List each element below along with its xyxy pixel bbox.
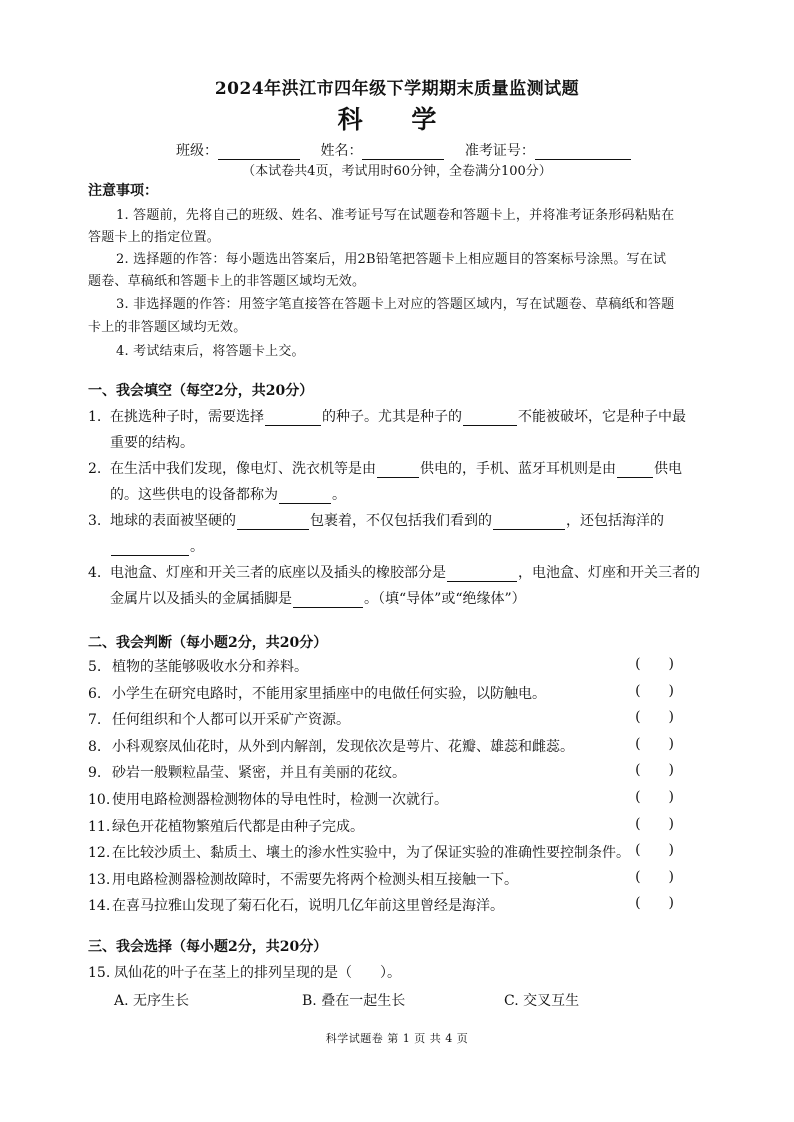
judge-question bbox=[88, 816, 708, 836]
answer-blank bbox=[265, 411, 321, 426]
answer-blank bbox=[237, 515, 309, 530]
question-number: 15. bbox=[88, 965, 111, 981]
name-blank bbox=[362, 145, 444, 160]
section-choice-heading: 三、我会选择（每小题2分，共20分） bbox=[88, 939, 328, 955]
question-number: 12. bbox=[88, 845, 111, 861]
answer-blank bbox=[279, 489, 331, 504]
question-text: 小学生在研究电路时，不能用家里插座中的电做任何实验，以防触电。 bbox=[112, 686, 546, 702]
question-text: 绿色开花植物繁殖后代都是由种子完成。 bbox=[112, 819, 364, 835]
notice-line: 答题卡上的指定位置。 bbox=[88, 230, 221, 245]
answer-parentheses: () bbox=[635, 869, 702, 885]
answer-blank bbox=[493, 515, 565, 530]
notice-line: 题卷、草稿纸和答题卡上的非答题区域均无效。 bbox=[88, 274, 366, 289]
judge-question bbox=[88, 709, 708, 729]
question-text: 任何组织和个人都可以开采矿产资源。 bbox=[112, 712, 350, 728]
question-text: 使用电路检测器检测物体的导电性时，检测一次就行。 bbox=[112, 792, 448, 808]
answer-parentheses: () bbox=[635, 895, 702, 911]
subject-title: 科 学 bbox=[337, 105, 457, 134]
question-number: 3. bbox=[88, 513, 102, 529]
notice-title: 注意事项： bbox=[88, 183, 158, 199]
question-2-line-2: 的。这些供电的设备都称为 。 bbox=[110, 487, 346, 503]
notice-line: 卡上的非答题区域均无效。 bbox=[88, 320, 247, 335]
class-label: 班级： bbox=[176, 143, 218, 159]
question-number: 8. bbox=[88, 739, 102, 755]
name-label: 姓名： bbox=[320, 143, 363, 159]
answer-parentheses: () bbox=[635, 842, 702, 858]
section-true-false-heading: 二、我会判断（每小题2分，共20分） bbox=[88, 635, 328, 651]
exam-id-blank bbox=[535, 145, 631, 160]
question-text: 在喜马拉雅山发现了菊石化石，说明几亿年前这里曾经是海洋。 bbox=[112, 898, 504, 914]
answer-parentheses: () bbox=[635, 762, 702, 778]
question-number: 4. bbox=[88, 565, 102, 581]
answer-parentheses: () bbox=[635, 683, 702, 699]
notice-line: 2. 选择题的作答：每小题选出答案后，用2B铅笔把答题卡上相应题目的答案标号涂黑。写在试 bbox=[116, 252, 667, 267]
question-text: 植物的茎能够吸收水分和养料。 bbox=[112, 659, 308, 675]
question-15: 15. 凤仙花的叶子在茎上的排列呈现的是（ ）。 bbox=[88, 965, 401, 981]
question-4-line-2: 金属片以及插头的金属插脚是 。（填“导体”或“绝缘体”） bbox=[110, 591, 526, 607]
option-c: C. 交叉互生 bbox=[504, 993, 580, 1009]
question-number: 9. bbox=[88, 765, 102, 781]
question-number: 11. bbox=[88, 819, 111, 835]
answer-parentheses: () bbox=[635, 736, 702, 752]
judge-question bbox=[88, 869, 708, 889]
page-footer: 科学试题卷 第 1 页 共 4 页 bbox=[325, 1032, 469, 1045]
question-text: 小科观察凤仙花时，从外到内解剖，发现依次是萼片、花瓣、雄蕊和雌蕊。 bbox=[112, 739, 574, 755]
question-number: 7. bbox=[88, 712, 102, 728]
answer-parentheses: () bbox=[635, 789, 702, 805]
answer-blank bbox=[447, 567, 517, 582]
option-a: A. 无序生长 bbox=[114, 993, 190, 1009]
question-number: 6. bbox=[88, 686, 102, 702]
answer-parentheses: () bbox=[635, 656, 702, 672]
option-b: B. 叠在一起生长 bbox=[302, 993, 406, 1009]
question-number: 10. bbox=[88, 792, 111, 808]
question-text: 用电路检测器检测故障时，不需要先将两个检测头相互接触一下。 bbox=[112, 872, 518, 888]
notice-line: 1. 答题前，先将自己的班级、姓名、准考证号写在试题卷和答题卡上，并将准考证条形码粘贴在 bbox=[116, 208, 675, 223]
question-1-line-2: 重要的结构。 bbox=[110, 435, 194, 451]
student-info-row bbox=[176, 140, 647, 160]
answer-blank bbox=[377, 463, 419, 478]
question-1: 1. 在挑选种子时，需要选择 的种子。尤其是种子的 不能被破坏，它是种子中最 bbox=[88, 409, 686, 425]
question-number: 2. bbox=[88, 461, 102, 477]
judge-question bbox=[88, 656, 708, 676]
judge-question bbox=[88, 762, 708, 782]
judge-question bbox=[88, 842, 708, 862]
exam-title: 2024年洪江市四年级下学期期末质量监测试题 bbox=[214, 79, 580, 99]
question-number: 13. bbox=[88, 872, 111, 888]
exam-id-label: 准考证号： bbox=[464, 143, 535, 159]
question-number: 14. bbox=[88, 898, 111, 914]
notice-line: 4. 考试结束后，将答题卡上交。 bbox=[116, 344, 305, 359]
question-2: 2. 在生活中我们发现，像电灯、洗衣机等是由 供电的，手机、蓝牙耳机则是由 供电 bbox=[88, 461, 682, 477]
judge-question bbox=[88, 736, 708, 756]
judge-question bbox=[88, 895, 708, 915]
notice-line: 3. 非选择题的作答：用签字笔直接答在答题卡上对应的答题区域内，写在试题卷、草稿纸和答题 bbox=[116, 297, 675, 312]
question-4: 4. 电池盒、灯座和开关三者的底座以及插头的橡胶部分是 ，电池盒、灯座和开关三者的 bbox=[88, 565, 700, 581]
question-text: 在比较沙质土、黏质土、壤土的渗水性实验中，为了保证实验的准确性要控制条件。 bbox=[112, 845, 630, 861]
section-fill-in-heading: 一、我会填空（每空2分，共20分） bbox=[88, 383, 314, 399]
class-blank bbox=[218, 145, 300, 160]
question-text: 砂岩一般颗粒晶莹、紧密，并且有美丽的花纹。 bbox=[112, 765, 406, 781]
answer-blank bbox=[293, 593, 363, 608]
answer-parentheses: () bbox=[635, 709, 702, 725]
question-number: 5. bbox=[88, 659, 102, 675]
answer-blank bbox=[617, 463, 653, 478]
question-3-line-2: 。 bbox=[110, 536, 204, 556]
question-number: 1. bbox=[88, 409, 102, 425]
answer-parentheses: () bbox=[635, 816, 702, 832]
judge-question bbox=[88, 789, 708, 809]
answer-blank bbox=[463, 411, 517, 426]
judge-question bbox=[88, 683, 708, 703]
exam-note: （本试卷共4页，考试用时60分钟，全卷满分100分） bbox=[242, 164, 552, 179]
answer-blank bbox=[111, 541, 189, 556]
question-3: 3. 地球的表面被坚硬的 包裹着，不仅包括我们看到的 ，还包括海洋的 bbox=[88, 513, 664, 529]
